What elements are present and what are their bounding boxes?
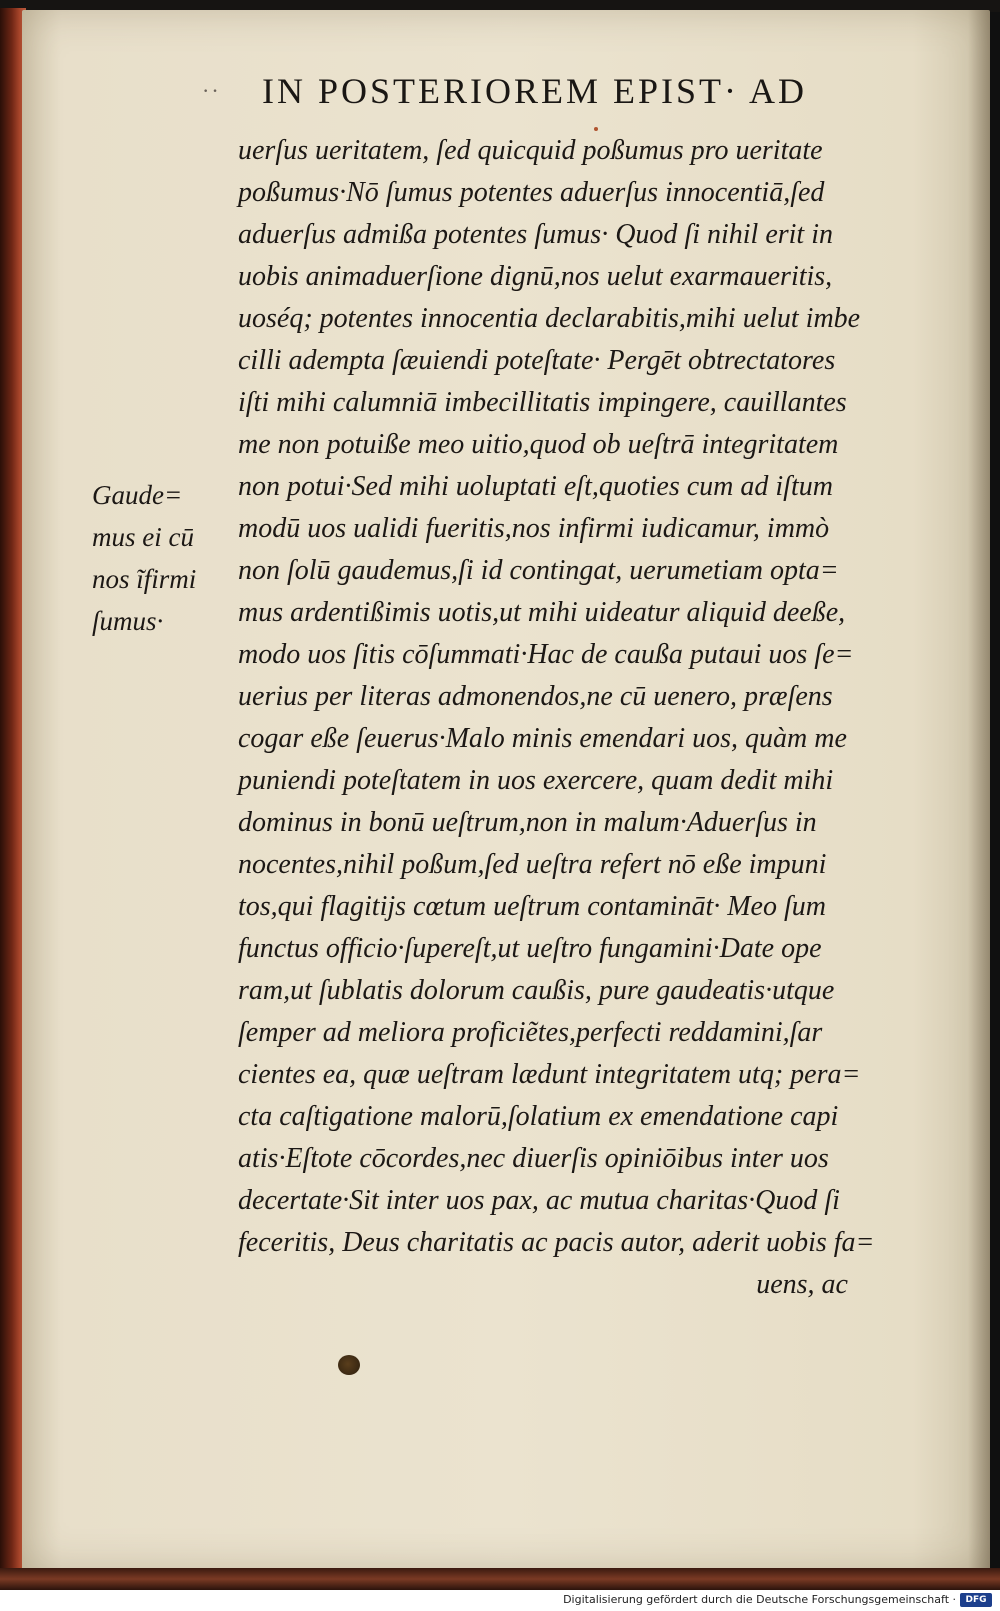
text-line: cientes ea, quæ ueſtram lædunt integritatem utq; pera= [238, 1059, 861, 1090]
text-line: puniendi poteſtatem in uos exercere, quam dedit mihi [238, 765, 834, 796]
text-line: functus officio·ſupereſt,ut ueſtro fungamini·Date ope [238, 933, 822, 964]
text-line: uobis animaduerſione dignū,nos uelut exarmaueritis, [238, 261, 833, 292]
text-line: ſemper ad meliora proficiẽtes,perfecti reddamini,ſar [238, 1017, 823, 1048]
text-line: uerſus ueritatem, ſed quicquid poßumus pro ueritate [238, 135, 823, 166]
running-head-ornament: ·· [202, 78, 221, 103]
dfg-logo: DFG [960, 1593, 992, 1607]
marginal-note-line: ſumus· [92, 606, 164, 636]
marginal-note [92, 474, 242, 642]
text-line: mus ardentißimis uotis,ut mihi uideatur aliquid deeße, [238, 597, 846, 628]
running-head: IN POSTERIOREM EPIST· AD [262, 71, 808, 111]
text-line: non ſolū gaudemus,ſi id contingat, uerumetiam opta= [238, 555, 839, 586]
text-line: modo uos ſitis cōſummati·Hac de caußa putaui uos ſe= [238, 639, 854, 670]
book-bottom-edge [0, 1568, 1000, 1590]
text-line: cilli adempta ſæuiendi poteſtate· Pergēt obtrectatores [238, 345, 836, 376]
marginal-note-line: nos ĩfirmi [92, 564, 197, 594]
text-line: poßumus·Nō ſumus potentes aduerſus innocentiā,ſed [238, 177, 825, 208]
page-curl-shadow [968, 10, 990, 1570]
text-line: ram,ut ſublatis dolorum caußis, pure gaudeatis·utque [238, 975, 835, 1006]
text-line: cogar eße ſeuerus·Malo minis emendari uos, quàm me [238, 723, 847, 754]
body-text [238, 130, 918, 1306]
text-line: me non potuiße meo uitio,quod ob ueſtrā integritatem [238, 429, 839, 460]
text-line: nocentes,nihil poßum,ſed ueſtra refert nō eße impuni [238, 849, 827, 880]
catchword-line: uens, ac [756, 1269, 848, 1300]
marginal-note-line: Gaude= [92, 480, 183, 510]
text-line: modū uos ualidi fueritis,nos infirmi iudicamur, immò [238, 513, 830, 544]
text-line: aduerſus admißa potentes ſumus· Quod ſi nihil erit in [238, 219, 833, 250]
marginal-note-line: mus ei cū [92, 522, 194, 552]
text-line: atis·Eſtote cōcordes,nec diuerſis opiniōibus inter uos [238, 1143, 829, 1174]
text-line: decertate·Sit inter uos pax, ac mutua charitas·Quod ſi [238, 1185, 840, 1216]
text-line: tos,qui flagitijs cœtum ueſtrum contamināt· Meo ſum [238, 891, 826, 922]
text-line: dominus in bonū ueſtrum,non in malum·Aduerſus in [238, 807, 817, 838]
text-line: iſti mihi calumniā imbecillitatis impingere, cauillantes [238, 387, 847, 418]
digitization-credit: Digitalisierung gefördert durch die Deutsche Forschungsgemeinschaft · [563, 1593, 956, 1606]
paper-speck [594, 127, 598, 131]
text-line: cta caſtigatione malorū,ſolatium ex emendatione capi [238, 1101, 839, 1132]
text-line: uoséq; potentes innocentia declarabitis,mihi uelut imbe [238, 303, 861, 334]
text-line: uerius per literas admonendos,ne cū uenero, præſens [238, 681, 833, 712]
ink-blot [338, 1355, 360, 1375]
text-line: non potui·Sed mihi uoluptati eſt,quoties cum ad iſtum [238, 471, 833, 502]
text-line: feceritis, Deus charitatis ac pacis autor, aderit uobis fa= [238, 1227, 875, 1258]
